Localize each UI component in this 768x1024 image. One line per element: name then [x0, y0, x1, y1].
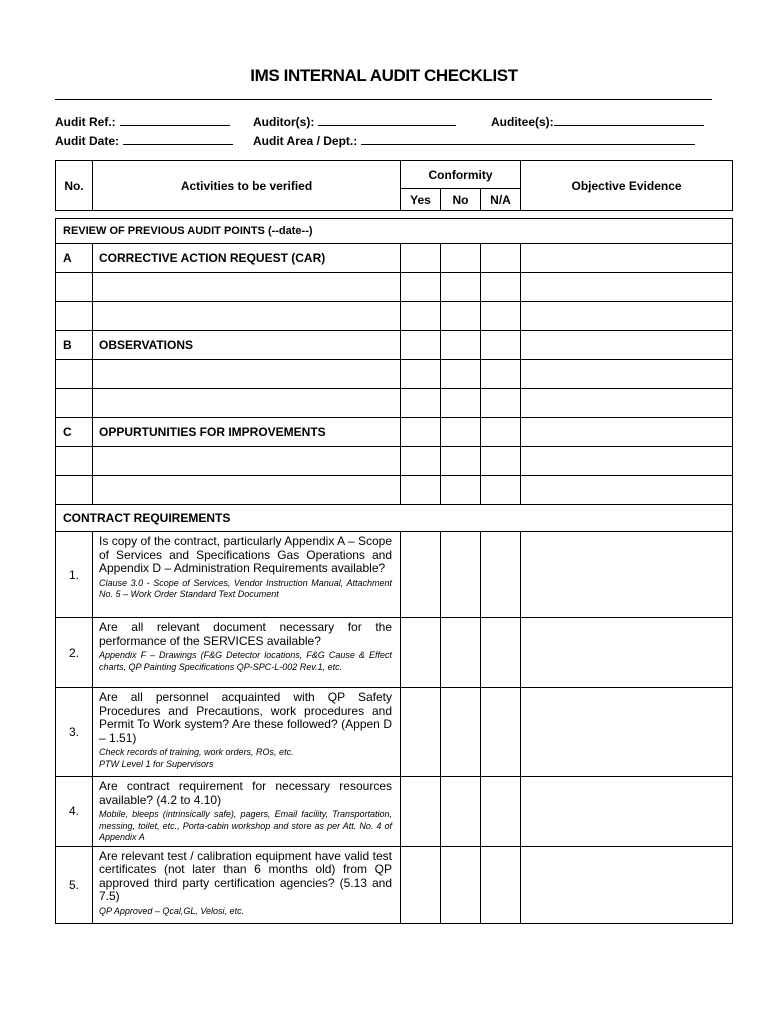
evidence-cell[interactable] — [521, 389, 733, 418]
activity-cell — [93, 688, 401, 777]
table-row — [56, 418, 733, 447]
item-question: Are contract requirement for necessary resources available? (4.2 to 4.10) — [99, 779, 392, 807]
yes-cell[interactable] — [401, 244, 441, 273]
na-cell[interactable] — [481, 302, 521, 331]
evidence-cell[interactable] — [521, 360, 733, 389]
evidence-cell[interactable] — [521, 418, 733, 447]
audit-ref-field[interactable] — [55, 113, 230, 129]
header-no-conformity: No — [441, 189, 481, 211]
evidence-cell[interactable] — [521, 532, 733, 618]
na-cell[interactable] — [481, 777, 521, 847]
yes-cell[interactable] — [401, 532, 441, 618]
table-row — [56, 846, 733, 923]
table-row — [56, 777, 733, 847]
no-cell[interactable] — [441, 331, 481, 360]
na-cell[interactable] — [481, 618, 521, 688]
num-cell — [56, 273, 93, 302]
na-cell[interactable] — [481, 389, 521, 418]
num-cell — [56, 389, 93, 418]
num-cell — [56, 447, 93, 476]
yes-cell[interactable] — [401, 618, 441, 688]
na-cell[interactable] — [481, 331, 521, 360]
audit-area-input[interactable] — [361, 132, 695, 145]
no-cell[interactable] — [441, 273, 481, 302]
yes-cell[interactable] — [401, 476, 441, 505]
na-cell[interactable] — [481, 688, 521, 777]
table-row — [56, 389, 733, 418]
evidence-cell[interactable] — [521, 447, 733, 476]
table-row — [56, 532, 733, 618]
activity-cell[interactable] — [93, 476, 401, 505]
auditees-label: Auditee(s): — [491, 115, 554, 129]
item-note: Check records of training, work orders, ROs, etc. — [99, 747, 294, 757]
activity-cell[interactable] — [93, 389, 401, 418]
yes-cell[interactable] — [401, 447, 441, 476]
yes-cell[interactable] — [401, 331, 441, 360]
item-number: 5. — [56, 846, 93, 923]
checklist-table — [55, 218, 733, 924]
item-number: 4. — [56, 777, 93, 847]
evidence-cell[interactable] — [521, 688, 733, 777]
no-cell[interactable] — [441, 777, 481, 847]
activity-cell — [93, 618, 401, 688]
evidence-cell[interactable] — [521, 476, 733, 505]
yes-cell[interactable] — [401, 360, 441, 389]
audit-date-field[interactable] — [55, 132, 233, 148]
evidence-cell[interactable] — [521, 273, 733, 302]
auditors-field[interactable] — [253, 113, 456, 129]
no-cell[interactable] — [441, 244, 481, 273]
table-row — [56, 618, 733, 688]
contract-section-header: CONTRACT REQUIREMENTS — [56, 505, 733, 532]
evidence-cell[interactable] — [521, 302, 733, 331]
group-label: CORRECTIVE ACTION REQUEST (CAR) — [93, 244, 401, 273]
num-cell — [56, 476, 93, 505]
audit-date-label: Audit Date: — [55, 134, 119, 148]
group-letter: B — [56, 331, 93, 360]
evidence-cell[interactable] — [521, 846, 733, 923]
no-cell[interactable] — [441, 360, 481, 389]
item-number: 2. — [56, 618, 93, 688]
activity-cell — [93, 846, 401, 923]
header-conformity: Conformity — [401, 161, 521, 189]
table-row — [56, 302, 733, 331]
na-cell[interactable] — [481, 360, 521, 389]
header-activities: Activities to be verified — [93, 161, 401, 211]
yes-cell[interactable] — [401, 273, 441, 302]
group-label: OPPURTUNITIES FOR IMPROVEMENTS — [93, 418, 401, 447]
na-cell[interactable] — [481, 476, 521, 505]
no-cell[interactable] — [441, 846, 481, 923]
num-cell — [56, 360, 93, 389]
auditors-label: Auditor(s): — [253, 115, 315, 129]
na-cell[interactable] — [481, 418, 521, 447]
table-row — [56, 244, 733, 273]
yes-cell[interactable] — [401, 846, 441, 923]
auditees-field[interactable] — [491, 113, 704, 129]
table-row — [56, 331, 733, 360]
header-no: No. — [56, 161, 93, 211]
item-question: Is copy of the contract, particularly Appendix A – Scope of Services and Specifications Gas Operations and Appendix D – Administration Requirements available? — [99, 534, 392, 575]
table-row — [56, 273, 733, 302]
na-cell[interactable] — [481, 273, 521, 302]
yes-cell[interactable] — [401, 389, 441, 418]
item-question: Are all personnel acquainted with QP Safety Procedures and Precautions, work procedures and Permit To Work system? Are these followed? (Appen D – 1.51) — [99, 690, 392, 745]
audit-area-field[interactable] — [253, 132, 695, 148]
no-cell[interactable] — [441, 532, 481, 618]
item-note: Mobile, bleeps (intrinsically safe), pagers, Email facility, Transportation, messing, toilet, etc., Porta-cabin workshop and store as per Att. No. 4 of Appendix A — [99, 809, 392, 842]
evidence-cell[interactable] — [521, 244, 733, 273]
no-cell[interactable] — [441, 302, 481, 331]
group-label: OBSERVATIONS — [93, 331, 401, 360]
yes-cell[interactable] — [401, 418, 441, 447]
item-note: Clause 3.0 - Scope of Services, Vendor Instruction Manual, Attachment No. 5 – Work Order Standard Text Document — [99, 577, 392, 599]
table-row — [56, 476, 733, 505]
no-cell[interactable] — [441, 476, 481, 505]
activity-cell[interactable] — [93, 360, 401, 389]
audit-date-input[interactable] — [123, 132, 233, 145]
item-number: 3. — [56, 688, 93, 777]
no-cell[interactable] — [441, 389, 481, 418]
evidence-cell[interactable] — [521, 777, 733, 847]
item-number: 1. — [56, 532, 93, 618]
audit-ref-label: Audit Ref.: — [55, 115, 116, 129]
group-letter: A — [56, 244, 93, 273]
evidence-cell[interactable] — [521, 618, 733, 688]
audit-ref-input[interactable] — [120, 113, 230, 126]
activity-cell[interactable] — [93, 447, 401, 476]
yes-cell[interactable] — [401, 777, 441, 847]
activity-cell[interactable] — [93, 302, 401, 331]
activity-cell — [93, 777, 401, 847]
table-row — [56, 688, 733, 777]
no-cell[interactable] — [441, 418, 481, 447]
header-na: N/A — [481, 189, 521, 211]
item-note-secondary: PTW Level 1 for Supervisors — [99, 758, 214, 769]
na-cell[interactable] — [481, 532, 521, 618]
na-cell[interactable] — [481, 846, 521, 923]
table-row — [56, 360, 733, 389]
evidence-cell[interactable] — [521, 331, 733, 360]
no-cell[interactable] — [441, 688, 481, 777]
item-note: QP Approved – Qcal,GL, Velosi, etc. — [99, 905, 245, 916]
header-objective-evidence: Objective Evidence — [521, 161, 733, 211]
auditees-input[interactable] — [554, 113, 704, 126]
na-cell[interactable] — [481, 244, 521, 273]
item-question: Are relevant test / calibration equipment have valid test certificates (not later than 6 months old) from QP approved third party certification agencies? (5.13 and 7.5) — [99, 848, 392, 903]
na-cell[interactable] — [481, 447, 521, 476]
item-question: Are all relevant document necessary for the performance of the SERVICES available? — [99, 620, 392, 648]
header-yes: Yes — [401, 189, 441, 211]
document-title: IMS INTERNAL AUDIT CHECKLIST — [250, 66, 518, 85]
no-cell[interactable] — [441, 618, 481, 688]
activity-cell — [93, 532, 401, 618]
activity-cell[interactable] — [93, 273, 401, 302]
no-cell[interactable] — [441, 447, 481, 476]
yes-cell[interactable] — [401, 688, 441, 777]
auditors-input[interactable] — [318, 113, 456, 126]
audit-area-label: Audit Area / Dept.: — [253, 134, 358, 148]
table-row — [56, 447, 733, 476]
title-divider — [55, 99, 712, 100]
num-cell — [56, 302, 93, 331]
item-note: Appendix F – Drawings (F&G Detector locations, F&G Cause & Effect charts, QP Painting Specifications QP-SPC-L-002 Rev.1, etc. — [99, 650, 392, 672]
review-section-header: REVIEW OF PREVIOUS AUDIT POINTS (--date--) — [56, 219, 733, 244]
checklist-header — [55, 160, 733, 211]
group-letter: C — [56, 418, 93, 447]
yes-cell[interactable] — [401, 302, 441, 331]
